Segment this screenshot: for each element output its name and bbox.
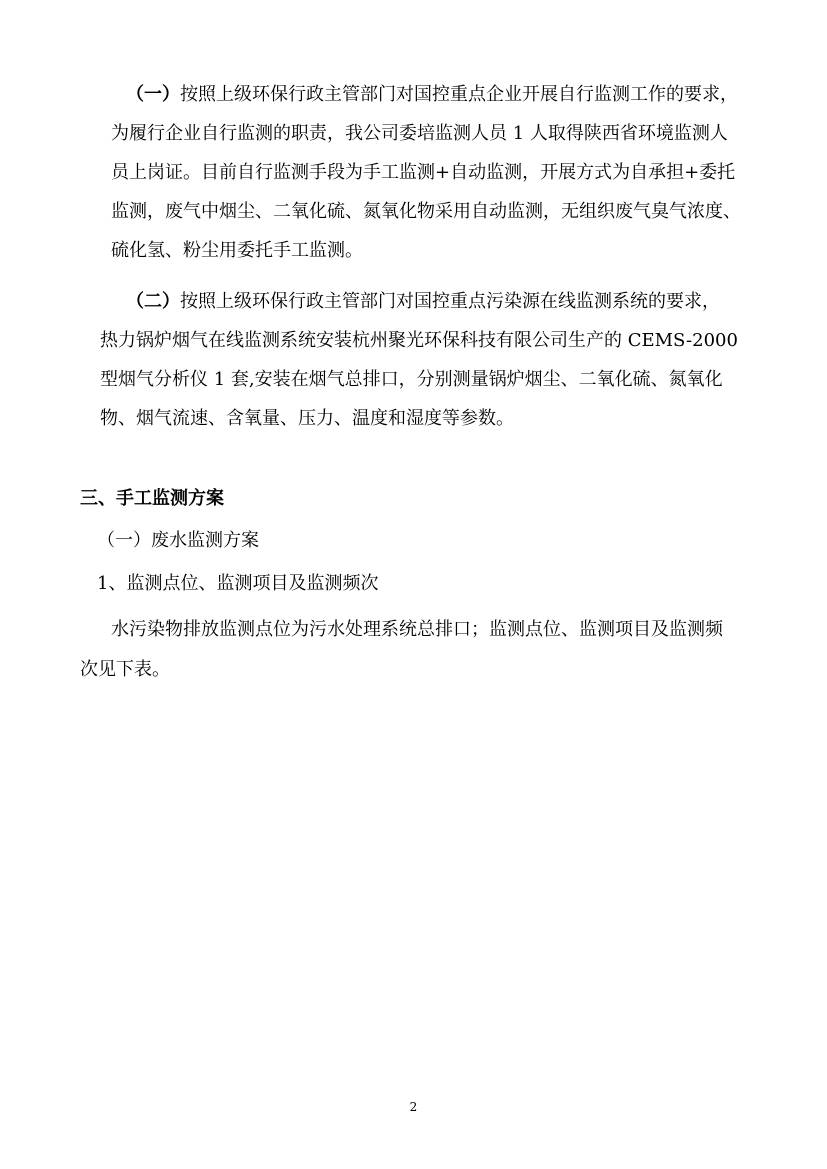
section-3-paragraph-line-2: 次见下表。 — [80, 659, 170, 680]
page-number: 2 — [409, 1100, 418, 1114]
paragraph-1-prefix: （一） — [126, 84, 180, 105]
section-3-item-1: 1、监测点位、监测项目及监测频次 — [97, 573, 379, 594]
paragraph-2-line-1 — [126, 289, 720, 315]
paragraph-1-line-5: 硫化氢、粉尘用委托手工监测。 — [111, 240, 363, 261]
section-3-subheading: （一）废水监测方案 — [97, 530, 259, 551]
paragraph-2-prefix: （二） — [126, 291, 180, 312]
section-3-paragraph-line-1: 水污染物排放监测点位为污水处理系统总排口；监测点位、监测项目及监测频 — [111, 619, 723, 640]
paragraph-1-line-4: 监测，废气中烟尘、二氧化硫、氮氧化物采用自动监测，无组织废气臭气浓度、 — [111, 201, 741, 222]
paragraph-1-line-3: 员上岗证。目前自行监测手段为手工监测+自动监测，开展方式为自承担+委托 — [111, 162, 736, 183]
paragraph-2-line-4: 物、烟气流速、含氧量、压力、温度和湿度等参数。 — [100, 408, 514, 429]
paragraph-2-line-2: 热力锅炉烟气在线监测系统安装杭州聚光环保科技有限公司生产的 CEMS-2000 — [100, 330, 738, 351]
paragraph-1-line-2: 为履行企业自行监测的职责，我公司委培监测人员 1 人取得陕西省环境监测人 — [111, 123, 728, 144]
paragraph-2-line-1-text: 按照上级环保行政主管部门对国控重点污染源在线监测系统的要求， — [180, 291, 720, 312]
paragraph-1-line-1-text: 按照上级环保行政主管部门对国控重点企业开展自行监测工作的要求， — [180, 84, 738, 105]
section-3-heading: 三、手工监测方案 — [80, 488, 224, 509]
paragraph-1-line-1 — [126, 82, 738, 108]
paragraph-2-line-3: 型烟气分析仪 1 套,安装在烟气总排口，分别测量锅炉烟尘、二氧化硫、氮氧化 — [100, 369, 723, 390]
